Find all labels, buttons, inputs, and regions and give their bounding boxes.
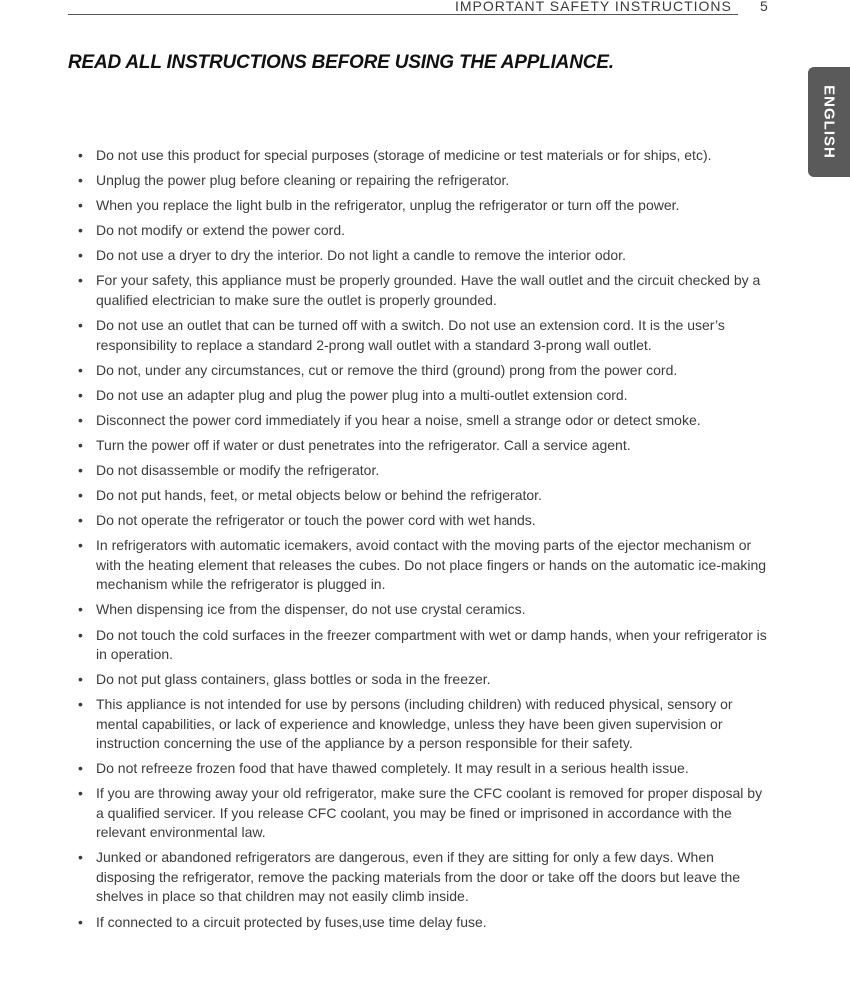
instruction-text: Do not put hands, feet, or metal objects below or behind the refrigerator. bbox=[96, 487, 542, 504]
bullet-icon: • bbox=[78, 785, 83, 802]
language-tab-label: ENGLISH bbox=[820, 85, 838, 159]
instruction-item bbox=[78, 784, 768, 843]
instruction-item bbox=[78, 670, 768, 690]
instruction-text: Do not use this product for special purposes (storage of medicine or test materials or for ships, etc). bbox=[96, 147, 712, 163]
instruction-text: Do not use an outlet that can be turned off with a switch. Do not use an extension cord. It is the user’s responsibility to replace a standard 2-prong wall outlet with a standard 3-prong wall outlet. bbox=[96, 317, 725, 353]
instruction-text: Disconnect the power cord immediately if you hear a noise, smell a strange odor or detect smoke. bbox=[96, 411, 701, 428]
bullet-icon: • bbox=[78, 696, 83, 713]
bullet-icon: • bbox=[78, 462, 83, 479]
instruction-item bbox=[78, 146, 768, 166]
instruction-item bbox=[78, 695, 768, 754]
bullet-icon: • bbox=[78, 760, 83, 777]
instruction-item bbox=[78, 626, 768, 665]
bullet-icon: • bbox=[78, 361, 83, 378]
instruction-text: Unplug the power plug before cleaning or repairing the refrigerator. bbox=[96, 172, 510, 189]
bullet-icon: • bbox=[78, 386, 83, 403]
bullet-icon: • bbox=[78, 172, 83, 189]
instruction-item bbox=[78, 196, 768, 216]
instruction-text: This appliance is not intended for use by persons (including children) with reduced physical, sensory or mental capabilities, or lack of experience and knowledge, unless they have been given supervision or instruction concerning the use of the appliance by a person responsible for their safety. bbox=[96, 696, 733, 752]
instruction-text: If you are throwing away your old refrigerator, make sure the CFC coolant is removed for proper disposal by a qualified servicer. If you release CFC coolant, you may be fined or imprisoned in accordance with the relevant environmental law. bbox=[96, 785, 763, 841]
instruction-text: Do not use an adapter plug and plug the power plug into a multi-outlet extension cord. bbox=[96, 386, 628, 403]
instruction-item bbox=[78, 411, 768, 431]
instruction-item bbox=[78, 436, 768, 456]
bullet-icon: • bbox=[78, 247, 83, 264]
header-title: IMPORTANT SAFETY INSTRUCTIONS bbox=[455, 0, 732, 14]
instruction-text: Do not use a dryer to dry the interior. Do not light a candle to remove the interior odor. bbox=[96, 247, 626, 264]
bullet-icon: • bbox=[78, 671, 83, 688]
instruction-item bbox=[78, 361, 768, 381]
bullet-icon: • bbox=[78, 626, 83, 643]
instruction-text: Do not, under any circumstances, cut or remove the third (ground) prong from the power cord. bbox=[96, 361, 678, 378]
instruction-text: For your safety, this appliance must be properly grounded. Have the wall outlet and the circuit checked by a qualified electrician to make sure the outlet is properly grounded. bbox=[96, 272, 761, 308]
language-tab bbox=[808, 67, 850, 177]
bullet-icon: • bbox=[78, 487, 83, 504]
instruction-item bbox=[78, 486, 768, 506]
instruction-text: Turn the power off if water or dust penetrates into the refrigerator. Call a service agent. bbox=[96, 436, 631, 453]
instruction-item bbox=[78, 759, 768, 779]
instruction-item bbox=[78, 913, 768, 933]
instruction-item bbox=[78, 536, 768, 595]
instruction-item bbox=[78, 246, 768, 266]
instruction-item bbox=[78, 848, 768, 907]
page-heading: READ ALL INSTRUCTIONS BEFORE USING THE APPLIANCE. bbox=[68, 52, 614, 73]
bullet-icon: • bbox=[78, 197, 83, 214]
instruction-item bbox=[78, 461, 768, 481]
instruction-text: In refrigerators with automatic icemakers, avoid contact with the moving parts of the ejector mechanism or with the heating element that releases the cubes. Do not place fingers or hands on the automatic ice-making mechanism while the refrigerator is plugged in. bbox=[96, 537, 767, 593]
page-number: 5 bbox=[760, 0, 768, 14]
instruction-item bbox=[78, 271, 768, 310]
bullet-icon: • bbox=[78, 272, 83, 289]
bullet-icon: • bbox=[78, 222, 83, 239]
instruction-item bbox=[78, 600, 768, 620]
instruction-text: When you replace the light bulb in the refrigerator, unplug the refrigerator or turn off the power. bbox=[96, 197, 680, 214]
bullet-icon: • bbox=[78, 913, 83, 930]
instruction-item bbox=[78, 316, 768, 355]
instruction-item bbox=[78, 221, 768, 241]
instruction-list bbox=[78, 146, 768, 938]
instruction-text: Do not disassemble or modify the refrigerator. bbox=[96, 462, 380, 479]
instruction-item bbox=[78, 386, 768, 406]
bullet-icon: • bbox=[78, 411, 83, 428]
instruction-text: When dispensing ice from the dispenser, do not use crystal ceramics. bbox=[96, 601, 526, 618]
instruction-text: Do not operate the refrigerator or touch the power cord with wet hands. bbox=[96, 512, 536, 529]
instruction-text: Do not modify or extend the power cord. bbox=[96, 222, 346, 239]
bullet-icon: • bbox=[78, 601, 83, 618]
instruction-item bbox=[78, 171, 768, 191]
bullet-icon: • bbox=[78, 849, 83, 866]
bullet-icon: • bbox=[78, 317, 83, 334]
bullet-icon: • bbox=[78, 537, 83, 554]
bullet-icon: • bbox=[78, 512, 83, 529]
instruction-text: Junked or abandoned refrigerators are dangerous, even if they are sitting for only a few days. When disposing the refrigerator, remove the packing materials from the door or take off the doors but leave the shelves in place so that children may not easily climb inside. bbox=[96, 849, 741, 905]
header-rule bbox=[68, 14, 738, 15]
instruction-text: Do not put glass containers, glass bottles or soda in the freezer. bbox=[96, 671, 491, 688]
bullet-icon: • bbox=[78, 436, 83, 453]
instruction-text: If connected to a circuit protected by fuses,use time delay fuse. bbox=[96, 913, 487, 930]
instruction-text: Do not touch the cold surfaces in the freezer compartment with wet or damp hands, when your refrigerator is in operation. bbox=[96, 626, 767, 662]
bullet-icon: • bbox=[78, 147, 83, 163]
instruction-item bbox=[78, 511, 768, 531]
instruction-text: Do not refreeze frozen food that have thawed completely. It may result in a serious health issue. bbox=[96, 760, 689, 777]
